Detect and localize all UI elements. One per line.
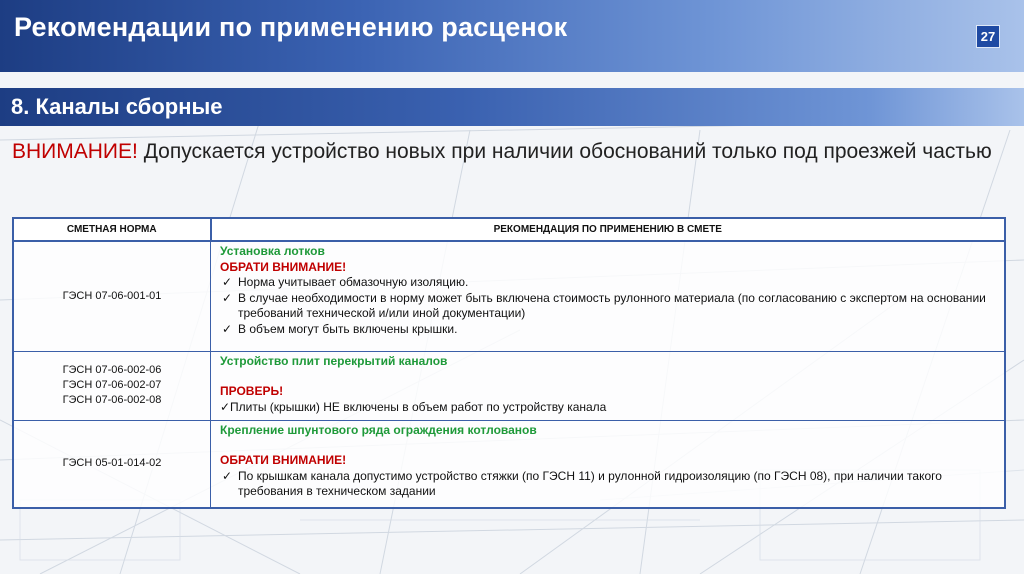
table-row — [13, 241, 1005, 351]
page-number-badge: 27 — [976, 25, 1000, 48]
list-item: ✓ В объем могут быть включены крышки. — [222, 321, 458, 336]
check-icon: ✓ — [222, 290, 233, 305]
check-icon: ✓ — [222, 321, 233, 336]
check-icon: ✓ — [220, 399, 231, 414]
alert-label: ПРОВЕРЬ! — [220, 384, 284, 398]
check-icon: ✓ — [222, 275, 233, 289]
checklist — [220, 275, 996, 337]
norms-table — [12, 217, 1006, 509]
slide-header — [0, 0, 1024, 72]
recommendation-cell — [211, 420, 1006, 508]
checklist — [220, 400, 996, 416]
norm-code-cell — [13, 351, 211, 420]
header-norm: СМЕТНАЯ НОРМА — [13, 218, 211, 241]
alert-label: ОБРАТИ ВНИМАНИЕ! — [220, 259, 347, 274]
list-item: ✓ В случае необходимости в норму может быть включена стоимость рулонного материала (по согласованию с экспертом на основании требований технической и/или иной документации) — [222, 290, 986, 320]
norm-code: ГЭСН 07-06-002-06 — [62, 364, 162, 376]
recommendation-cell — [211, 351, 1006, 420]
header-recommendation: РЕКОМЕНДАЦИЯ ПО ПРИМЕНЕНИЮ В СМЕТЕ — [211, 218, 1006, 241]
warning-text — [12, 137, 1002, 167]
section-bar — [0, 88, 1024, 126]
list-item: ✓ Норма учитывает обмазочную изоляцию. — [222, 275, 469, 289]
check-icon: ✓ — [222, 468, 233, 483]
recommendation-title: Устройство плит перекрытий каналов — [220, 353, 448, 368]
table-row — [13, 351, 1005, 420]
norm-code-cell — [13, 420, 211, 508]
section-title: 8. Каналы сборные — [11, 94, 223, 119]
table-header-row — [13, 218, 1005, 241]
norm-code: ГЭСН 07-06-001-01 — [62, 289, 162, 302]
norm-code: ГЭСН 07-06-002-07 — [62, 379, 162, 391]
recommendation-title: Установка лотков — [220, 244, 325, 258]
alert-label: ОБРАТИ ВНИМАНИЕ! — [220, 453, 347, 467]
norm-code: ГЭСН 05-01-014-02 — [62, 457, 162, 470]
checklist — [220, 469, 996, 500]
list-item: ✓ Плиты (крышки) НЕ включены в объем работ по устройству канала — [220, 399, 607, 414]
warning-body: Допускается устройство новых при наличии обоснований только под проезжей частью — [137, 140, 992, 163]
norm-code-cell — [13, 241, 211, 351]
list-item: ✓ По крышкам канала допустимо устройство стяжки (по ГЭСН 11) и рулонной гидроизоляцию (по ГЭСН 08), при наличии такого требования в техническом задании — [222, 468, 942, 498]
recommendation-cell — [211, 241, 1006, 351]
warning-label: ВНИМАНИЕ! — [12, 140, 138, 163]
slide-title: Рекомендации по применению расценок — [14, 12, 568, 42]
table-row — [13, 420, 1005, 508]
norm-code: ГЭСН 07-06-002-08 — [62, 394, 162, 406]
recommendation-title: Крепление шпунтового ряда ограждения котлованов — [220, 422, 537, 437]
